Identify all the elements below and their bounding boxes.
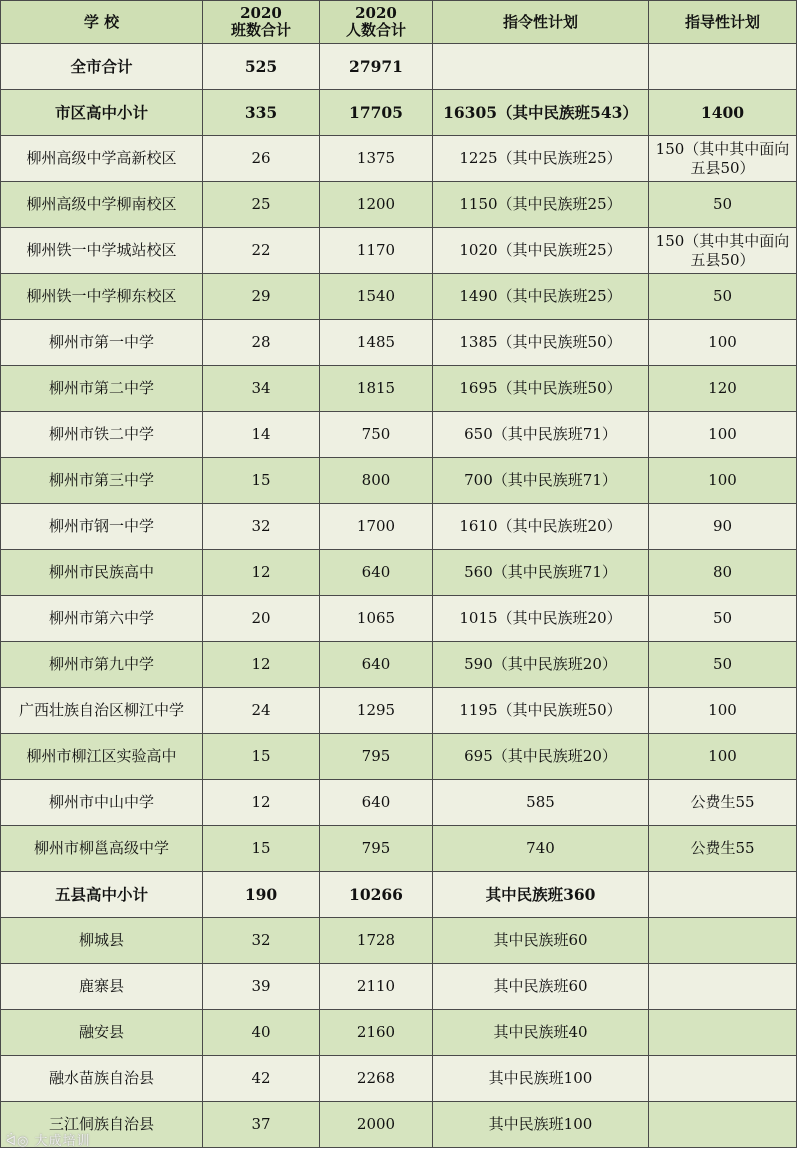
cell-school: 柳州市第六中学 xyxy=(1,596,203,642)
cell-students: 2000 xyxy=(320,1102,433,1148)
cell-guidance xyxy=(649,872,797,918)
table-row xyxy=(1,642,797,688)
cell-students: 1728 xyxy=(320,918,433,964)
cell-classes: 335 xyxy=(203,90,320,136)
cell-students: 1065 xyxy=(320,596,433,642)
table-row xyxy=(1,596,797,642)
cell-guidance: 100 xyxy=(649,458,797,504)
cell-classes: 32 xyxy=(203,504,320,550)
table-row xyxy=(1,136,797,182)
cell-classes: 40 xyxy=(203,1010,320,1056)
cell-classes: 12 xyxy=(203,550,320,596)
cell-guidance: 100 xyxy=(649,734,797,780)
cell-directive: 1195（其中民族班50） xyxy=(433,688,649,734)
cell-classes: 15 xyxy=(203,734,320,780)
cell-students: 17705 xyxy=(320,90,433,136)
cell-directive: 1610（其中民族班20） xyxy=(433,504,649,550)
cell-students: 10266 xyxy=(320,872,433,918)
cell-directive: 740 xyxy=(433,826,649,872)
cell-school: 融安县 xyxy=(1,1010,203,1056)
cell-students: 1200 xyxy=(320,182,433,228)
cell-directive: 其中民族班40 xyxy=(433,1010,649,1056)
cell-school: 柳州高级中学高新校区 xyxy=(1,136,203,182)
table-row xyxy=(1,964,797,1010)
cell-school: 市区高中小计 xyxy=(1,90,203,136)
cell-school: 三江侗族自治县 xyxy=(1,1102,203,1148)
table-row xyxy=(1,688,797,734)
cell-students: 640 xyxy=(320,642,433,688)
table-row xyxy=(1,320,797,366)
cell-school: 柳州市第二中学 xyxy=(1,366,203,412)
cell-school: 柳州市中山中学 xyxy=(1,780,203,826)
cell-students: 795 xyxy=(320,826,433,872)
cell-school: 鹿寨县 xyxy=(1,964,203,1010)
cell-classes: 39 xyxy=(203,964,320,1010)
cell-guidance: 50 xyxy=(649,642,797,688)
table-row xyxy=(1,780,797,826)
table-row xyxy=(1,458,797,504)
cell-guidance: 50 xyxy=(649,596,797,642)
header-classes-year: 2020 xyxy=(240,4,282,22)
cell-directive: 1150（其中民族班25） xyxy=(433,182,649,228)
cell-school: 柳州铁一中学柳东校区 xyxy=(1,274,203,320)
cell-classes: 29 xyxy=(203,274,320,320)
cell-directive: 695（其中民族班20） xyxy=(433,734,649,780)
header-classes xyxy=(203,1,320,44)
table-row xyxy=(1,872,797,918)
header-guidance-plan: 指导性计划 xyxy=(649,1,797,44)
cell-guidance: 120 xyxy=(649,366,797,412)
cell-guidance xyxy=(649,1056,797,1102)
table-row xyxy=(1,826,797,872)
cell-classes: 34 xyxy=(203,366,320,412)
cell-school: 全市合计 xyxy=(1,44,203,90)
cell-guidance xyxy=(649,1102,797,1148)
cell-directive: 其中民族班100 xyxy=(433,1102,649,1148)
cell-guidance xyxy=(649,1010,797,1056)
cell-directive: 1015（其中民族班20） xyxy=(433,596,649,642)
cell-directive: 1020（其中民族班25） xyxy=(433,228,649,274)
cell-guidance: 50 xyxy=(649,182,797,228)
cell-school: 广西壮族自治区柳江中学 xyxy=(1,688,203,734)
cell-school: 柳州市第九中学 xyxy=(1,642,203,688)
cell-students: 1485 xyxy=(320,320,433,366)
cell-school: 柳城县 xyxy=(1,918,203,964)
cell-students: 795 xyxy=(320,734,433,780)
table-row xyxy=(1,412,797,458)
cell-directive: 1695（其中民族班50） xyxy=(433,366,649,412)
table-row xyxy=(1,550,797,596)
cell-guidance xyxy=(649,918,797,964)
cell-school: 柳州市民族高中 xyxy=(1,550,203,596)
table-row xyxy=(1,366,797,412)
cell-school: 柳州市钢一中学 xyxy=(1,504,203,550)
cell-school: 柳州市第三中学 xyxy=(1,458,203,504)
header-directive-plan: 指令性计划 xyxy=(433,1,649,44)
cell-students: 27971 xyxy=(320,44,433,90)
cell-school: 柳州市柳江区实验高中 xyxy=(1,734,203,780)
table-row xyxy=(1,918,797,964)
cell-classes: 12 xyxy=(203,780,320,826)
cell-classes: 24 xyxy=(203,688,320,734)
table-row xyxy=(1,1010,797,1056)
cell-directive: 700（其中民族班71） xyxy=(433,458,649,504)
table-row xyxy=(1,1102,797,1148)
header-classes-label: 班数合计 xyxy=(230,21,291,39)
cell-students: 640 xyxy=(320,780,433,826)
cell-guidance xyxy=(649,44,797,90)
cell-students: 2110 xyxy=(320,964,433,1010)
cell-directive: 590（其中民族班20） xyxy=(433,642,649,688)
cell-directive xyxy=(433,44,649,90)
header-students xyxy=(320,1,433,44)
table-row xyxy=(1,504,797,550)
cell-guidance: 1400 xyxy=(649,90,797,136)
cell-classes: 190 xyxy=(203,872,320,918)
cell-classes: 20 xyxy=(203,596,320,642)
cell-school: 柳州市铁二中学 xyxy=(1,412,203,458)
cell-directive: 1225（其中民族班25） xyxy=(433,136,649,182)
cell-students: 1815 xyxy=(320,366,433,412)
cell-guidance: 50 xyxy=(649,274,797,320)
table-row xyxy=(1,44,797,90)
cell-school: 融水苗族自治县 xyxy=(1,1056,203,1102)
cell-classes: 42 xyxy=(203,1056,320,1102)
cell-directive: 560（其中民族班71） xyxy=(433,550,649,596)
cell-directive: 585 xyxy=(433,780,649,826)
cell-directive: 1490（其中民族班25） xyxy=(433,274,649,320)
watermark-logo-icon: ᐛ◎ xyxy=(6,1134,35,1149)
cell-school: 五县高中小计 xyxy=(1,872,203,918)
cell-classes: 37 xyxy=(203,1102,320,1148)
cell-guidance: 150（其中其中面向五县50） xyxy=(649,136,797,182)
table-row xyxy=(1,90,797,136)
cell-classes: 22 xyxy=(203,228,320,274)
cell-classes: 12 xyxy=(203,642,320,688)
header-row xyxy=(1,1,797,44)
table-row xyxy=(1,274,797,320)
cell-classes: 26 xyxy=(203,136,320,182)
cell-students: 1540 xyxy=(320,274,433,320)
cell-classes: 25 xyxy=(203,182,320,228)
cell-students: 800 xyxy=(320,458,433,504)
cell-classes: 525 xyxy=(203,44,320,90)
header-students-year: 2020 xyxy=(355,4,397,22)
cell-classes: 14 xyxy=(203,412,320,458)
cell-guidance: 100 xyxy=(649,412,797,458)
cell-guidance: 公费生55 xyxy=(649,780,797,826)
cell-students: 2160 xyxy=(320,1010,433,1056)
cell-guidance: 100 xyxy=(649,688,797,734)
cell-school: 柳州高级中学柳南校区 xyxy=(1,182,203,228)
cell-students: 1700 xyxy=(320,504,433,550)
table-row xyxy=(1,182,797,228)
cell-directive: 16305（其中民族班543） xyxy=(433,90,649,136)
cell-students: 1170 xyxy=(320,228,433,274)
cell-students: 2268 xyxy=(320,1056,433,1102)
cell-guidance: 公费生55 xyxy=(649,826,797,872)
cell-directive: 其中民族班100 xyxy=(433,1056,649,1102)
header-students-label: 人数合计 xyxy=(345,21,406,39)
cell-classes: 15 xyxy=(203,458,320,504)
cell-directive: 1385（其中民族班50） xyxy=(433,320,649,366)
cell-guidance: 150（其中其中面向五县50） xyxy=(649,228,797,274)
cell-directive: 其中民族班60 xyxy=(433,918,649,964)
cell-school: 柳州市柳邕高级中学 xyxy=(1,826,203,872)
header-school: 学 校 xyxy=(1,1,203,44)
cell-guidance xyxy=(649,964,797,1010)
cell-students: 1295 xyxy=(320,688,433,734)
table-row xyxy=(1,228,797,274)
cell-students: 1375 xyxy=(320,136,433,182)
cell-directive: 650（其中民族班71） xyxy=(433,412,649,458)
cell-directive: 其中民族班60 xyxy=(433,964,649,1010)
cell-directive: 其中民族班360 xyxy=(433,872,649,918)
table-row xyxy=(1,1056,797,1102)
cell-guidance: 90 xyxy=(649,504,797,550)
cell-classes: 15 xyxy=(203,826,320,872)
cell-guidance: 100 xyxy=(649,320,797,366)
cell-school: 柳州铁一中学城站校区 xyxy=(1,228,203,274)
cell-guidance: 80 xyxy=(649,550,797,596)
cell-school: 柳州市第一中学 xyxy=(1,320,203,366)
watermark-text: 大成培训 xyxy=(34,1134,91,1149)
table-row xyxy=(1,734,797,780)
cell-classes: 28 xyxy=(203,320,320,366)
cell-students: 640 xyxy=(320,550,433,596)
cell-classes: 32 xyxy=(203,918,320,964)
cell-students: 750 xyxy=(320,412,433,458)
